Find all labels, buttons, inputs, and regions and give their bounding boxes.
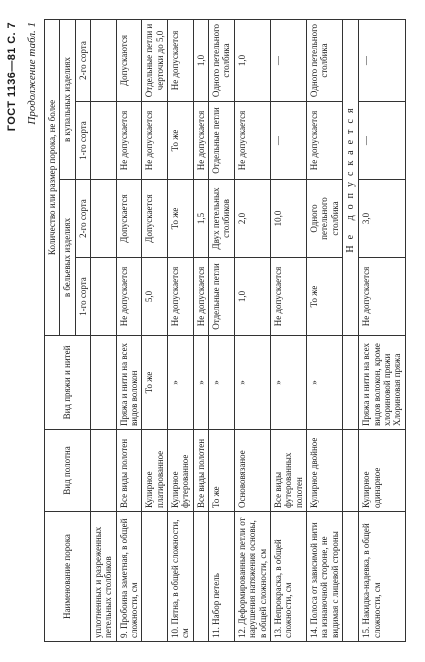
linen-grade-1 [91,258,117,336]
hosiery-grade-2: Допускаются [116,19,142,101]
yarn-type: Пряжа и нити на всех видов волокон [116,336,142,430]
merged-value-note: Не допускается [342,19,359,335]
table-row [168,19,194,641]
fabric-type: Кулирное двойное [306,430,342,512]
table-row [142,19,168,641]
hosiery-grade-1: Отдельные петли [209,102,235,180]
linen-grade-1: Не допускается [270,258,306,336]
table-row [193,19,208,641]
hosiery-grade-2: Отдельные петли и черточки до 5,0 [142,19,168,101]
hosiery-grade-2 [91,19,117,101]
hosiery-grade-1: Не допускается [234,102,270,180]
yarn-type [91,336,117,430]
page-header [6,22,42,642]
table-row [116,19,142,641]
col-quantity-group: Количество или размер порока, не более [45,19,60,335]
linen-grade-2: Допускается [116,180,142,258]
linen-grade-2: То же [168,180,194,258]
fabric-type [342,430,359,512]
defect-name: 12. Деформированные петли от нарушения натяжения основы, в общей сложности, см [234,512,270,642]
linen-grade-2: Допускается [142,180,168,258]
defect-name [342,512,359,642]
table-row [359,19,405,641]
defect-name: уплотненных и разреженных петельных столбиков [91,512,117,642]
linen-grade-2: 2,0 [234,180,270,258]
hosiery-grade-1: Не допускается [116,102,142,180]
defects-table [44,19,406,642]
fabric-type: Все виды полотен [116,430,142,512]
fabric-type: Все виды полотен [193,430,208,512]
linen-grade-1: Не допускается [116,258,142,336]
hosiery-grade-2: Не допускается [168,19,194,101]
standard-number: ГОСТ 1136—81 С. 7 [6,22,18,132]
table-continuation: Продолжение табл. 1 [26,22,38,125]
linen-grade-2: 1,5 [193,180,208,258]
hosiery-grade-1 [91,102,117,180]
col-linen-products: в бельевых изделиях [60,180,75,336]
col-hosiery-products: в купальных изделиях [60,19,75,179]
yarn-type: » [306,336,342,430]
defect-name: 13. Непрокраска, в общей сложности, см [270,512,306,642]
table-row [342,19,359,641]
defect-name: 11. Набор петель [209,512,235,642]
defect-name: 9. Пробоина заметная, в общей сложности, см [116,512,142,642]
yarn-type: » [270,336,306,430]
linen-grade-2: Двух петельных столбиков [209,180,235,258]
fabric-type: Кулирное платированное [142,430,168,512]
linen-grade-1: Отдельные петли [209,258,235,336]
hosiery-grade-2: — [359,19,405,101]
yarn-type: » [168,336,194,430]
hosiery-grade-1: — [270,102,306,180]
yarn-type [342,336,359,430]
hosiery-grade-2: Одного петельного столбика [209,19,235,101]
defect-name [142,512,168,642]
yarn-type: » [234,336,270,430]
yarn-type: Пряжа и нити на всех видов волокон, кроме хлориновой пряжи Хлориновая пряжа [359,336,405,430]
col-fabric-type: Вид полотна [45,430,91,512]
fabric-type: То же [209,430,235,512]
yarn-type: » [209,336,235,430]
defect-name: 14. Полоса от зависимой нити на изнаночной стороне, не видимая с лицевой стороны [306,512,342,642]
linen-grade-1: Не допускается [168,258,194,336]
fabric-type: Кулирное одинарное [359,430,405,512]
hosiery-grade-1: Не допускается [306,102,342,180]
fabric-type [91,430,117,512]
col-yarn-type: Вид пряжи и нитей [45,336,91,430]
fabric-type: Кулирное футерованное [168,430,194,512]
linen-grade-1: Не допускается [193,258,208,336]
linen-grade-1: 1,0 [234,258,270,336]
fabric-type: Основовязаное [234,430,270,512]
col-grade-2b: 2-го сорта [75,19,90,101]
yarn-type: То же [142,336,168,430]
hosiery-grade-2: Одного петельного столбика [306,19,342,101]
col-grade-1b: 1-го сорта [75,102,90,180]
hosiery-grade-2: 1,0 [234,19,270,101]
hosiery-grade-2: 1,0 [193,19,208,101]
hosiery-grade-1: Не допускается [193,102,208,180]
header-row-1 [45,19,60,641]
table-row [234,19,270,641]
linen-grade-1: То же [306,258,342,336]
hosiery-grade-1: — [359,102,405,180]
linen-grade-2: Одного петельного столбика [306,180,342,258]
linen-grade-1: 5,0 [142,258,168,336]
defect-name [193,512,208,642]
table-row [306,19,342,641]
linen-grade-2: 3,0 [359,180,405,258]
linen-grade-1: Не допускается [359,258,405,336]
yarn-type: » [193,336,208,430]
table-row [91,19,117,641]
col-grade-1: 1-го сорта [75,258,90,336]
col-defect-name: Наименование порока [45,512,91,642]
hosiery-grade-2: — [270,19,306,101]
table-row [270,19,306,641]
defect-name: 15. Накидка-надевка, в общей сложности, см [359,512,405,642]
fabric-type: Все виды футерованных полотен [270,430,306,512]
defect-name: 10. Пятна, в общей сложности, см [168,512,194,642]
linen-grade-2: 10,0 [270,180,306,258]
col-grade-2: 2-го сорта [75,180,90,258]
hosiery-grade-1: Не допускается [142,102,168,180]
hosiery-grade-1: То же [168,102,194,180]
linen-grade-2 [91,180,117,258]
table-row [209,19,235,641]
